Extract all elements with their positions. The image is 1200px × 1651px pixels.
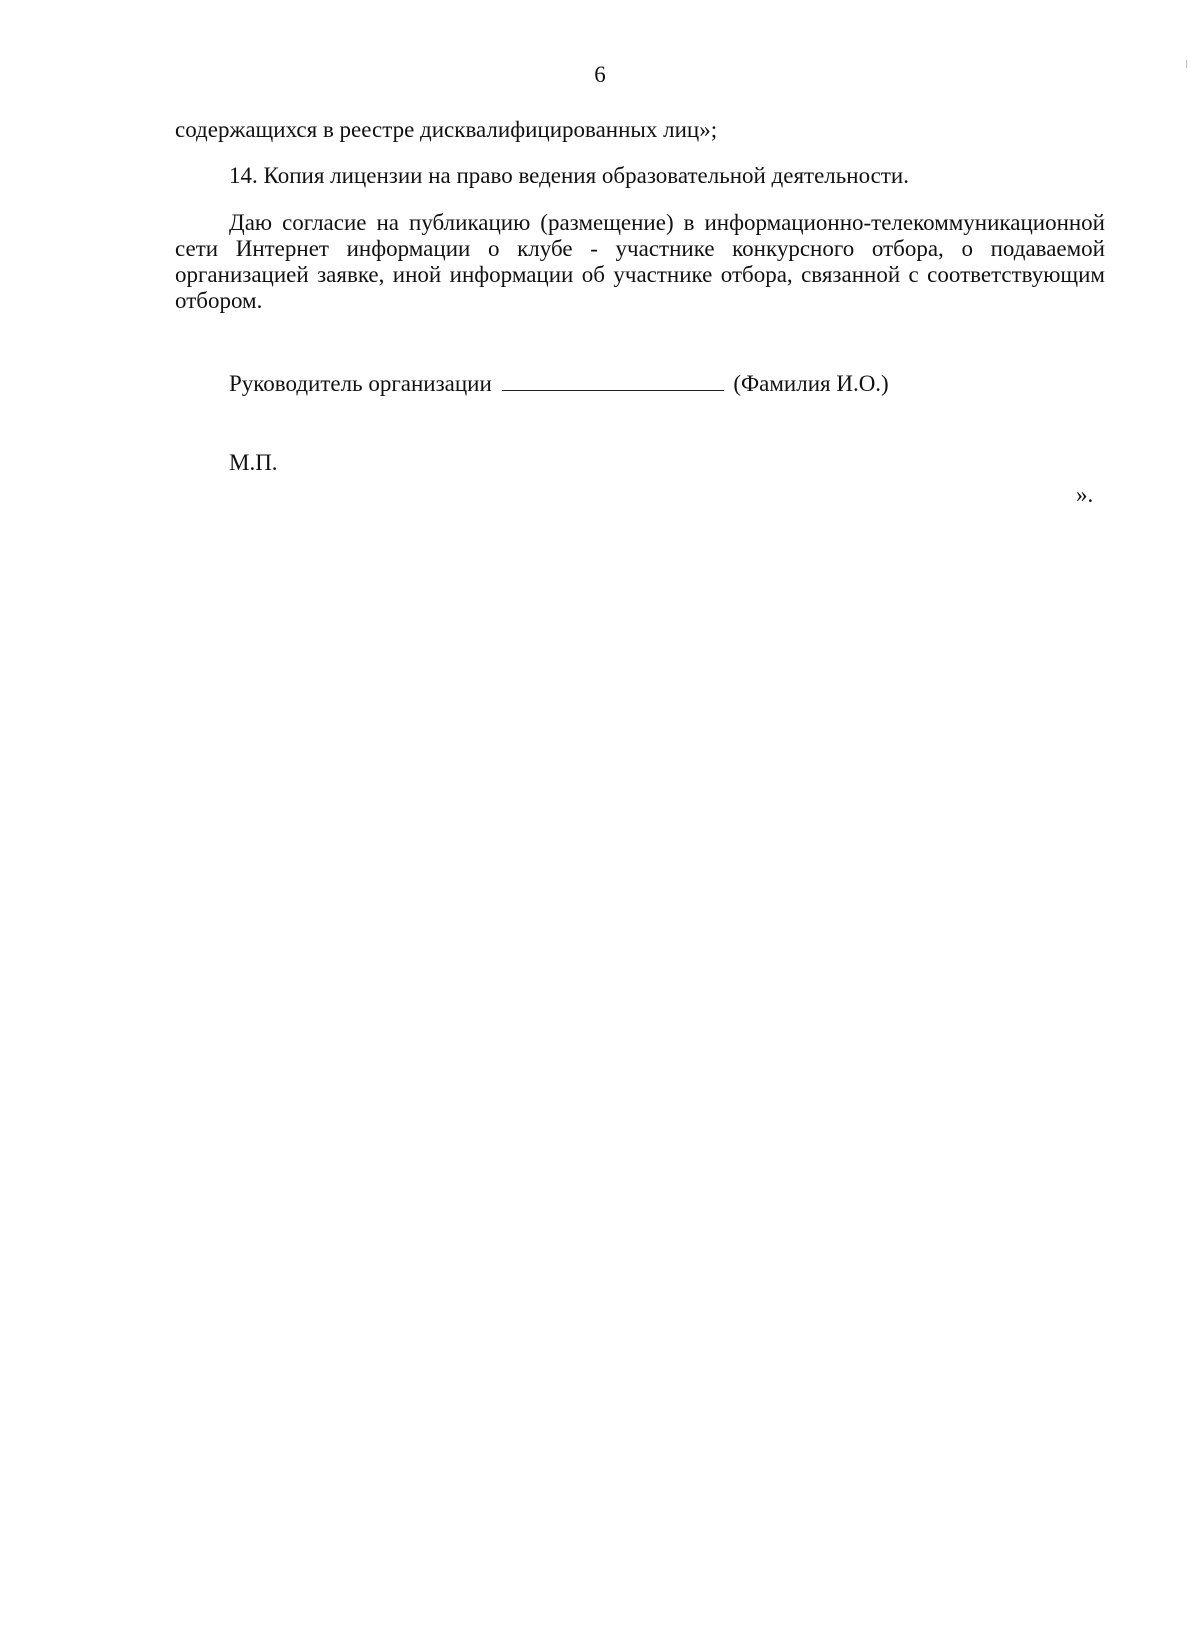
- list-item-14: 14. Копия лицензии на право ведения образовательной деятельности.: [229, 163, 909, 188]
- continuation-line: содержащихся в реестре дисквалифицированных лиц»;: [175, 117, 718, 142]
- consent-paragraph: Даю согласие на публикацию (размещение) в информационно-телекоммуникационной сети Интернет информации о клубе - участнике конкурсного отбора, о подаваемой организацией заявке, иной информации об участнике отбора, связанной с соответствующим отбором.: [175, 210, 1105, 313]
- signature-row: [229, 370, 889, 397]
- signature-label: Руководитель организации: [229, 371, 492, 396]
- stamp-place-label: М.П.: [229, 450, 278, 475]
- signature-blank-line: [502, 370, 724, 391]
- closing-quote: ».: [1076, 482, 1094, 507]
- page-number: 6: [594, 62, 606, 87]
- signature-name-hint: (Фамилия И.О.): [733, 371, 889, 396]
